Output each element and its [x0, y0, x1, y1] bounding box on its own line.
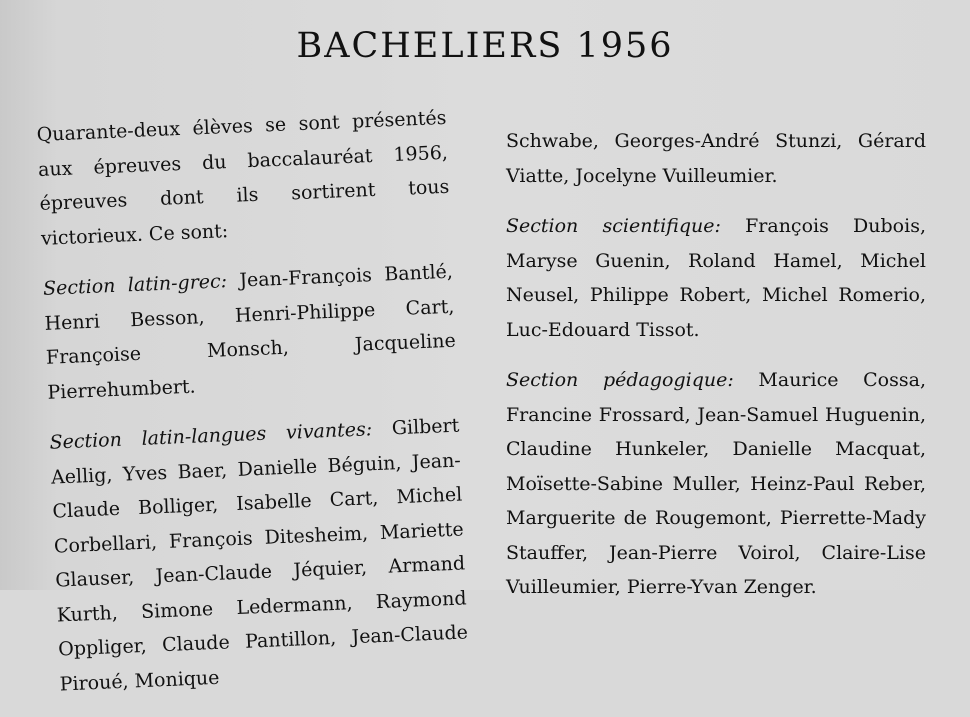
section-names: Maurice Cossa, Francine Frossard, Jean-Samuel Huguenin, Claudine Hunkeler, Danielle Macquat, Moïsette-Sabine Muller, Heinz-Paul Reber, Marguerite de Rougemont, Pierrette-Mady Stauffer, Jean-Pierre Voirol, Claire-Lise Vuilleumier, Pierre-Yvan Zenger.	[506, 369, 926, 598]
section-names: François Dubois, Maryse Guenin, Roland Hamel, Michel Neusel, Philippe Robert, Michel Romerio, Luc-Edouard Tissot.	[506, 215, 926, 341]
section-heading: Section pédagogique:	[506, 369, 734, 391]
continued-paragraph: Schwabe, Georges-André Stunzi, Gérard Viatte, Jocelyne Vuilleumier.	[506, 130, 926, 187]
section-heading: Section latin-langues vivantes:	[49, 418, 373, 454]
section-latin-grec	[42, 255, 457, 410]
intro-paragraph: Quarante-deux élèves se sont présentés aux épreuves du baccalauréat 1956, épreuves dont ils sortirent tous victorieux. Ce sont:	[36, 106, 450, 250]
section-names: Gilbert Aellig, Yves Baer, Danielle Béguin, Jean-Claude Bolliger, Isabelle Cart, Michel Corbellari, François Ditesheim, Mariette Glauser, Jean-Claude Jéquier, Armand Kurth, Simone Ledermann, Raymond Oppliger, Claude Pantillon, Jean-Claude Piroué, Monique	[50, 414, 469, 695]
section-heading: Section scientifique:	[506, 215, 721, 237]
section-pedagogique	[506, 363, 926, 605]
section-latin-langues	[49, 409, 470, 702]
section-heading: Section latin-grec:	[42, 270, 228, 300]
left-column	[36, 101, 471, 717]
page-title: BACHELIERS 1956	[296, 26, 674, 66]
section-scientifique	[506, 209, 926, 347]
section-names: Jean-François Bantlé, Henri Besson, Henri-Philippe Cart, Françoise Monsch, Jacqueline Pierrehumbert.	[44, 260, 457, 404]
right-column	[506, 124, 926, 621]
